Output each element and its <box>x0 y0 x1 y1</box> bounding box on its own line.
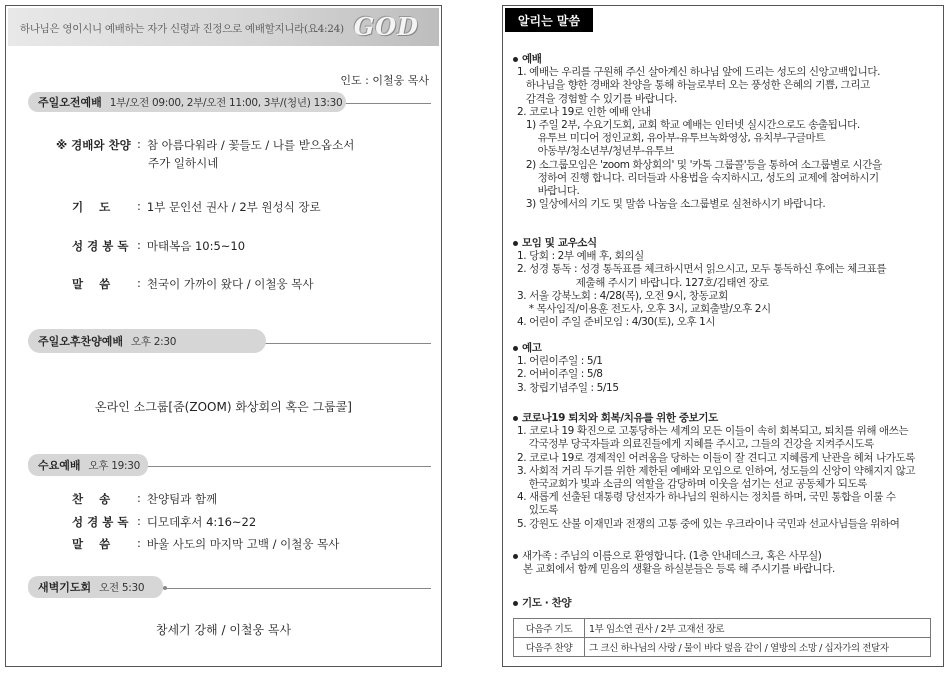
newcomer-line: 본 교회에서 함께 믿음의 생활을 하실분들은 등록 해 주시기를 바랍니다. <box>523 563 835 576</box>
order-label: 기 도 <box>72 200 111 214</box>
god-logo: GOD <box>353 12 419 41</box>
section-title: 주일오후찬양예배 <box>38 335 124 348</box>
order-row-continued <box>148 155 218 171</box>
order-row: 찬 송 : 찬양팀과 함께 <box>72 491 218 506</box>
section-title: 수요예배 <box>38 459 81 472</box>
notice-line: 한국교회가 빛과 소금의 역할을 감당하며 이웃을 섬기는 선교 공동체가 되도록 <box>517 478 867 491</box>
order-row: 기 도 : 1부 문인선 권사 / 2부 원성식 장로 <box>72 199 321 214</box>
notice-line: 3. 사회적 거리 두기를 위한 제한된 예배와 모임으로 인하여, 성도들의 신앙이 약해지지 않고 <box>517 464 916 477</box>
notice-title: 기도 · 찬양 <box>513 597 938 610</box>
table-key: 다음주 기도 <box>514 619 585 638</box>
notice-line: 1) 주일 2부, 수요기도회, 교회 학교 예배는 인터넷 실시간으로도 송출됩니다. <box>517 119 860 132</box>
notice-line: 1. 예배는 우리를 구원해 주신 살아계신 하나님 앞에 드리는 성도의 신앙고백입니다. <box>517 66 881 79</box>
section-time: 1부/오전 09:00, 2부/오전 11:00, 3부/(청년) 13:30 <box>109 96 343 109</box>
order-value: 찬양팀과 함께 <box>146 492 218 506</box>
notice-title: 예고 <box>513 342 938 355</box>
section-time: 오후 19:30 <box>88 459 140 472</box>
table-key: 다음주 찬양 <box>514 638 585 657</box>
banner-verse: 하나님은 영이시니 예배하는 자가 신령과 진정으로 예배할지니라(요4:24) <box>20 23 344 35</box>
bullet-icon <box>513 57 518 62</box>
section-time: 오전 5:30 <box>99 581 145 594</box>
order-value: 참 아름다워라 / 꽃들도 / 나를 받으옵소서 <box>146 138 355 152</box>
notice-line: 3. 창립기념주일 : 5/15 <box>517 381 619 394</box>
notice-line: 유투브 미디어 정인교회, 유아부-유투브녹화영상, 유치부-구글마트 <box>517 132 826 145</box>
scripture-banner <box>8 8 439 46</box>
notice-line: 2) 소그룹모임은 'zoom 화상회의' 및 '카톡 그룹콜'등을 통하여 소그룹별로 시간을 <box>517 158 882 171</box>
section-title: 새벽기도회 <box>38 581 92 594</box>
notice-line: 아동부/청소년부/청년부-유투브 <box>517 145 674 158</box>
notice-title: 코로나19 퇴치와 회복/치유를 위한 중보기도 <box>513 412 938 425</box>
notice-line: 2. 성경 통독 : 성경 통독표를 체크하시면서 읽으시고, 모두 통독하신 후에는 체크표를 <box>517 263 887 276</box>
bullet-icon <box>513 554 518 559</box>
order-label: 성 경 봉 독 <box>72 515 129 529</box>
order-value: 바울 사도의 마지막 고백 / 이철웅 목사 <box>146 537 340 551</box>
announcements-header: 알리는 말씀 <box>505 8 593 32</box>
notice-line: * 목사임직/이용훈 전도사, 오후 3시, 교회출발/오후 2시 <box>517 303 771 316</box>
notice-line: 하나님을 향한 경배와 찬양을 통해 하늘로부터 오는 풍성한 은혜의 기쁨, 그리고 <box>517 79 870 92</box>
notice-line: 제출해 주시기 바랍니다. 127호/김태연 장로 <box>517 276 769 289</box>
order-value: 마태복음 10:5~10 <box>146 239 246 253</box>
order-row: 성 경 봉 독 : 마태복음 10:5~10 <box>72 238 246 253</box>
notice-title: 예배 <box>513 53 938 66</box>
divider-dot <box>163 586 167 590</box>
prayer-praise-table <box>513 618 931 657</box>
notice-line: 1. 코로나 19 확진으로 고통당하는 세계의 모든 이들이 속히 회복되고, 퇴치를 위해 애쓰는 <box>517 425 909 438</box>
worship-notice <box>513 53 938 211</box>
section-morning <box>28 92 346 112</box>
order-value: 1부 문인선 권사 / 2부 원성식 장로 <box>146 200 321 214</box>
notice-line: 2. 코로나 19로 경제적인 어려움을 당하는 이들이 잘 견디고 지혜롭게 난관을 헤쳐 나가도록 <box>517 451 916 464</box>
bullet-icon <box>513 241 518 246</box>
order-row: 성 경 봉 독 : 디모데후서 4:16~22 <box>72 514 257 529</box>
table-row <box>514 638 931 657</box>
notice-line: 감격을 경험할 수 있기를 바랍니다. <box>517 92 677 105</box>
order-label: 말 씀 <box>72 537 111 551</box>
order-value: 주가 일하시네 <box>148 156 219 170</box>
order-label: 말 씀 <box>72 277 111 291</box>
bullet-icon <box>513 346 518 351</box>
order-of-worship-page <box>5 5 442 667</box>
notice-line: 1. 당회 : 2부 예배 후, 회의실 <box>517 250 644 263</box>
notice-line: 바랍니다. <box>517 185 580 198</box>
notice-line: 5. 강원도 산불 이재민과 전쟁의 고통 중에 있는 우크라이나 국민과 선교사님들을 위하여 <box>517 517 900 530</box>
notice-line: 각국정부 당국자들과 의료진들에게 지혜를 주시고, 그들의 건강을 지켜주시도록 <box>517 438 874 451</box>
section-wednesday <box>28 454 148 476</box>
newcomer-notice <box>513 550 938 576</box>
table-value: 그 크신 하나님의 사랑 / 물이 바다 덮음 같이 / 열방의 소망 / 십자가의 전달자 <box>585 638 931 657</box>
notice-line: 2. 어버이주일 : 5/8 <box>517 368 603 381</box>
prayer-request-notice <box>513 412 938 531</box>
section-time: 오후 2:30 <box>131 335 177 348</box>
notice-line: 4. 새롭게 선출된 대통령 당선자가 하나님의 원하시는 정치를 하며, 국민 통합을 이룰 수 <box>517 491 896 504</box>
newcomer-line: 새가족 : 주님의 이름으로 환영합니다. (1층 안내데스크, 혹은 사무실) <box>513 550 938 563</box>
bullet-icon <box>513 416 518 421</box>
order-row: ※ 경배와 찬양 : 참 아름다워라 / 꽃들도 / 나를 받으옵소서 <box>56 137 355 152</box>
notice-line: 1. 어린이주일 : 5/1 <box>517 355 603 368</box>
order-row: 말 씀 : 천국이 가까이 왔다 / 이철웅 목사 <box>72 276 314 291</box>
upcoming-notice <box>513 342 938 395</box>
worship-leader: 인도 : 이철웅 목사 <box>340 74 429 87</box>
prayer-praise-section <box>513 597 938 610</box>
section-afternoon <box>28 329 266 353</box>
table-row <box>514 619 931 638</box>
notice-line: 2. 코로나 19로 인한 예배 안내 <box>517 105 651 118</box>
table-value: 1부 임소연 권사 / 2부 고재선 장로 <box>585 619 931 638</box>
notice-line: 3) 일상에서의 기도 및 말씀 나눔을 소그룹별로 실천하시기 바랍니다. <box>517 198 826 211</box>
notice-line: 4. 어린이 주일 준비모임 : 4/30(토), 오후 1시 <box>517 316 716 329</box>
order-value: 디모데후서 4:16~22 <box>146 515 257 529</box>
dawn-description: 창세기 강해 / 이철웅 목사 <box>155 623 292 637</box>
meetings-notice <box>513 237 938 329</box>
order-label: ※ 경배와 찬양 <box>56 138 131 152</box>
order-label: 성 경 봉 독 <box>72 239 129 253</box>
order-label: 찬 송 <box>72 492 111 506</box>
notice-title: 모임 및 교우소식 <box>513 237 938 250</box>
order-value: 천국이 가까이 왔다 / 이철웅 목사 <box>146 277 314 291</box>
section-dawn <box>28 576 163 598</box>
notice-line: 3. 서울 강북노회 : 4/28(목), 오전 9시, 창동교회 <box>517 289 728 302</box>
notice-line: 있도록 <box>517 504 558 517</box>
announcements-page <box>502 5 944 667</box>
section-title: 주일오전예배 <box>38 96 102 109</box>
bullet-icon <box>513 601 518 606</box>
notice-line: 정하여 진행 합니다. 리더들과 사용법을 숙지하시고, 성도의 교제에 참여하시기 <box>517 171 879 184</box>
afternoon-description: 온라인 소그룹[줌(ZOOM) 화상회의 혹은 그룹콜] <box>95 400 352 414</box>
order-row: 말 씀 : 바울 사도의 마지막 고백 / 이철웅 목사 <box>72 536 340 551</box>
